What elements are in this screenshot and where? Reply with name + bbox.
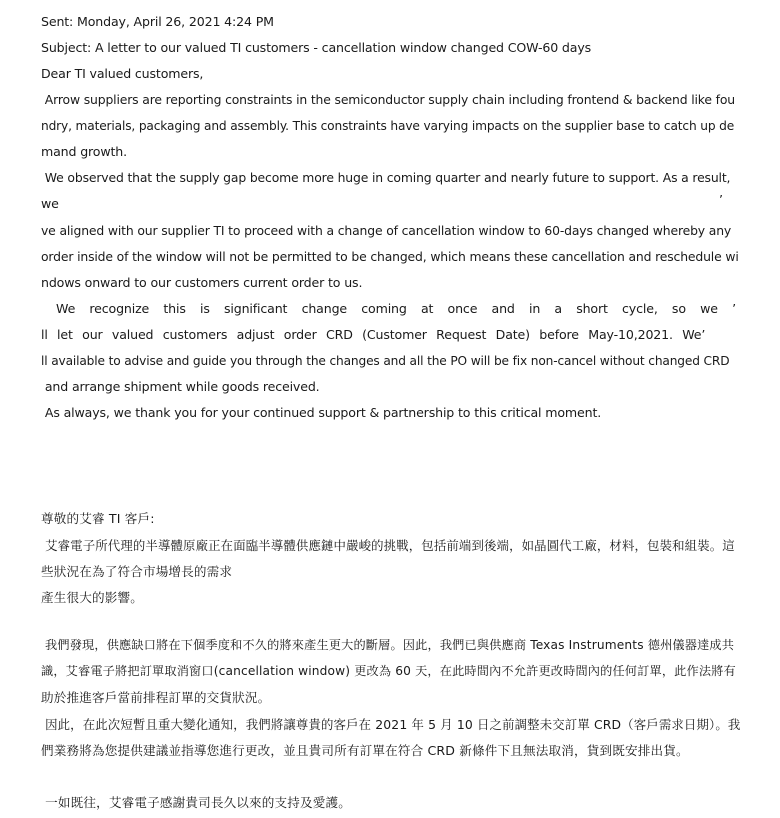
zh-line: 產生很大的影響。 xyxy=(41,590,143,605)
word: change xyxy=(301,301,348,316)
word: recognize xyxy=(89,301,150,316)
justified-line xyxy=(56,300,736,318)
word: We xyxy=(56,301,76,316)
zh-line: 們業務將為您提供建議並指導您進行更改，並且貴司所有訂單在符合 CRD 新條件下且無法取消，貨到既安排出貨。 xyxy=(41,743,689,758)
word: we xyxy=(700,301,718,316)
word: in xyxy=(528,301,541,316)
word: significant xyxy=(223,301,288,316)
word: at xyxy=(420,301,434,316)
zh-line: 艾睿電子所代理的半導體原廠正在面臨半導體供應鏈中嚴峻的挑戰，包括前端到後端，如晶圓代工廠，材料，包裝和組裝。這 xyxy=(41,538,735,553)
zh-line: 我們發現，供應缺口將在下個季度和不久的將來產生更大的斷層。因此，我們已與供應商 Texas Instruments 德州儀器達成共 xyxy=(41,638,735,652)
body-line: ndows onward to our customers current order to us. xyxy=(41,275,363,290)
body-line: ndry, materials, packaging and assembly. This constraints have varying impacts on the supplier base to catch up de xyxy=(41,119,735,133)
zh-closing: 一如既往，艾睿電子感謝貴司長久以來的支持及愛護。 xyxy=(41,795,352,810)
body-line: We observed that the supply gap become more huge in coming quarter and nearly future to support. As a result, xyxy=(41,170,731,185)
word: coming xyxy=(361,301,407,316)
word: and xyxy=(491,301,515,316)
word: cycle, xyxy=(622,301,658,316)
body-line: and arrange shipment while goods received. xyxy=(41,379,320,394)
body-line: ll let our valued customers adjust order CRD (Customer Request Date) before May-10,2021. We’ xyxy=(41,327,706,342)
word: is xyxy=(199,301,210,316)
zh-line: 識，艾睿電子將把訂單取消窗口(cancellation window) 更改為 60 天，在此時間內不允許更改時間內的任何訂單，此作法將有 xyxy=(41,664,736,678)
word: once xyxy=(447,301,478,316)
body-line: As always, we thank you for your continued support & partnership to this critical moment. xyxy=(41,405,602,420)
apostrophe-mark: ’ xyxy=(719,192,723,207)
body-line: Arrow suppliers are reporting constraints in the semiconductor supply chain including frontend & backend like fou xyxy=(41,92,735,107)
word: short xyxy=(576,301,608,316)
body-line: ve aligned with our supplier TI to proceed with a change of cancellation window to 60-days changed whereby any xyxy=(41,223,732,238)
body-line: we xyxy=(41,196,59,211)
zh-greeting: 尊敬的艾睿 TI 客戶: xyxy=(41,511,155,526)
sent-line: Sent: Monday, April 26, 2021 4:24 PM xyxy=(41,14,274,29)
zh-line: 助於推進客戶當前排程訂單的交貨狀況。 xyxy=(41,690,271,705)
body-line: order inside of the window will not be permitted to be changed, which means these cancellation and reschedule wi xyxy=(41,249,739,264)
subject-line: Subject: A letter to our valued TI customers - cancellation window changed COW-60 days xyxy=(41,40,592,55)
word: ’ xyxy=(732,301,736,316)
word: so xyxy=(671,301,686,316)
body-line: mand growth. xyxy=(41,144,127,159)
greeting: Dear TI valued customers, xyxy=(41,66,204,81)
word: a xyxy=(554,301,562,316)
body-line: ll available to advise and guide you through the changes and all the PO will be fix non-cancel without changed CRD xyxy=(41,354,730,368)
word: this xyxy=(163,301,186,316)
zh-line: 因此，在此次短暫且重大變化通知，我們將讓尊貴的客戶在 2021 年 5 月 10 日之前調整未交訂單 CRD（客戶需求日期）。我 xyxy=(41,717,741,732)
zh-line: 些狀況在為了符合市場增長的需求 xyxy=(41,564,233,579)
